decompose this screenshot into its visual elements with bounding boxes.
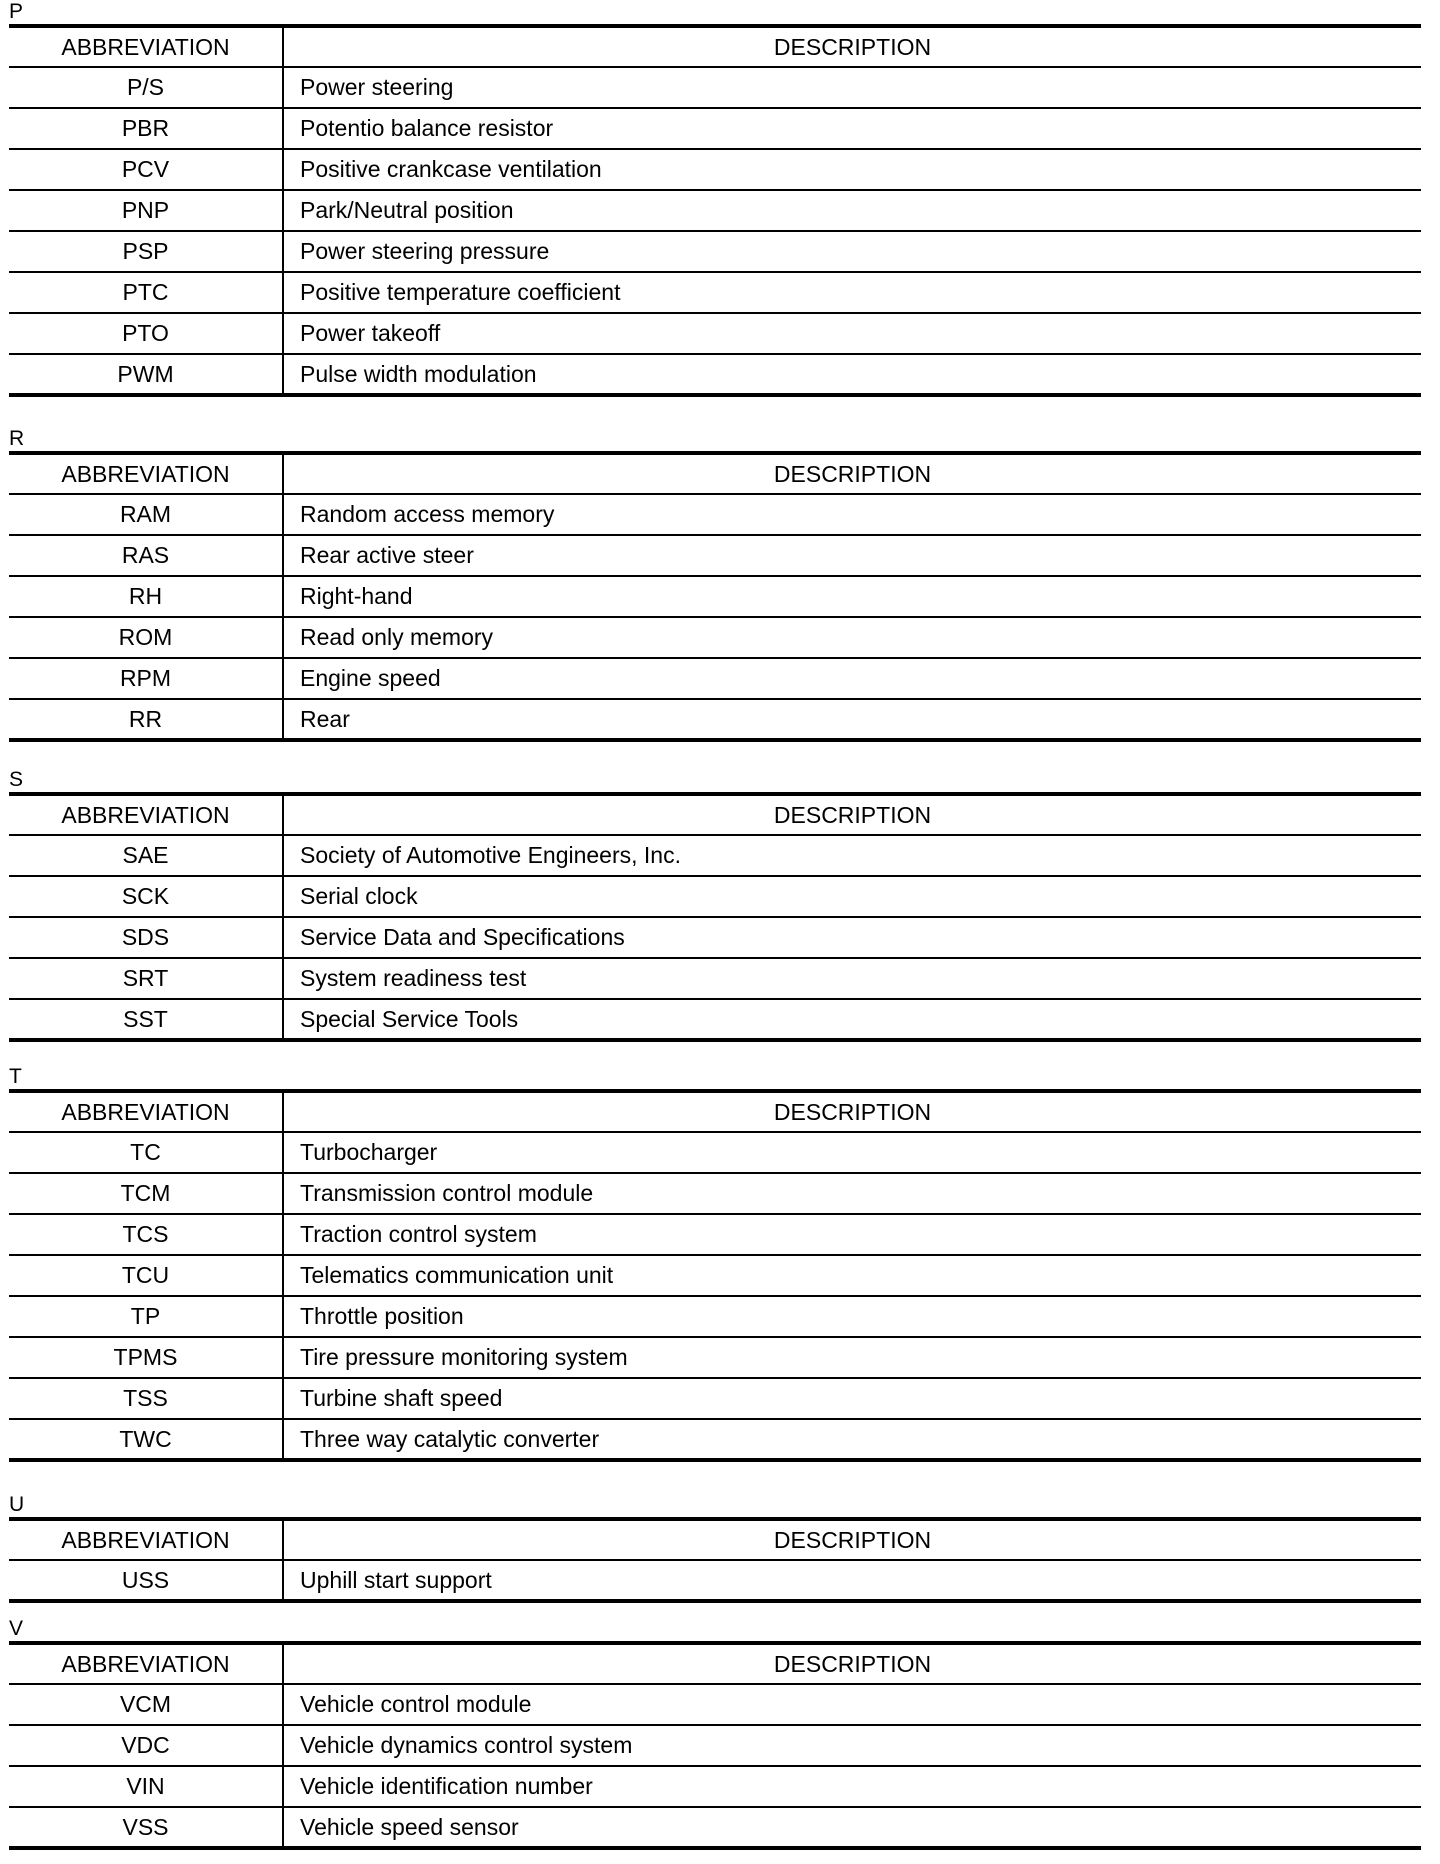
table-row: [9, 108, 1421, 149]
description-cell: Turbine shaft speed: [283, 1378, 1421, 1419]
abbreviation-cell: PWM: [9, 354, 283, 395]
abbreviation-cell: SRT: [9, 958, 283, 999]
section-letter: P: [9, 0, 24, 23]
description-cell: Uphill start support: [300, 1566, 492, 1593]
table-row: [9, 658, 1421, 699]
abbreviation-table: [9, 1641, 1421, 1850]
abbreviation-cell: VDC: [9, 1725, 283, 1766]
abbreviation-column-header: ABBREVIATION: [9, 26, 283, 67]
abbreviation-cell: VIN: [9, 1766, 283, 1807]
abbreviation-cell: SCK: [9, 876, 283, 917]
abbreviation-cell: P/S: [9, 67, 283, 108]
description-column-header: DESCRIPTION: [283, 1091, 1421, 1132]
table-row: [9, 1214, 1421, 1255]
description-cell: Vehicle speed sensor: [300, 1813, 519, 1840]
table-row: [9, 1337, 1421, 1378]
table-row: [9, 1766, 1421, 1807]
description-cell: Special Service Tools: [300, 1005, 519, 1032]
description-cell: Read only memory: [283, 617, 1421, 658]
description-cell: Vehicle control module: [283, 1684, 1421, 1725]
table-row: [9, 67, 1421, 108]
abbreviation-cell: RAS: [9, 535, 283, 576]
description-cell: Service Data and Specifications: [283, 917, 1421, 958]
abbreviation-cell: SAE: [9, 835, 283, 876]
table-row: [9, 917, 1421, 958]
description-cell: Tire pressure monitoring system: [283, 1337, 1421, 1378]
description-cell: Traction control system: [283, 1214, 1421, 1255]
table-row: [9, 999, 1421, 1040]
abbreviation-column-header: ABBREVIATION: [9, 1643, 283, 1684]
table-row: [9, 313, 1421, 354]
description-cell: Power takeoff: [283, 313, 1421, 354]
abbreviation-cell: TPMS: [9, 1337, 283, 1378]
table-row: [9, 617, 1421, 658]
description-column-header: DESCRIPTION: [283, 1519, 1421, 1560]
table-row: [9, 1725, 1421, 1766]
description-column-header: DESCRIPTION: [283, 26, 1421, 67]
description-cell: Rear active steer: [283, 535, 1421, 576]
table-row: [9, 272, 1421, 313]
description-cell: Three way catalytic converter: [300, 1425, 600, 1452]
table-row: [9, 1419, 1421, 1460]
description-cell: Right-hand: [283, 576, 1421, 617]
description-cell: Society of Automotive Engineers, Inc.: [283, 835, 1421, 876]
abbreviation-column-header: ABBREVIATION: [9, 453, 283, 494]
abbreviation-cell: RR: [9, 699, 283, 740]
description-column-header: DESCRIPTION: [283, 1643, 1421, 1684]
abbreviation-cell: TWC: [9, 1419, 283, 1460]
table-header-row: [9, 1519, 1421, 1560]
description-cell: Vehicle dynamics control system: [283, 1725, 1421, 1766]
table-header-row: [9, 453, 1421, 494]
table-row: [9, 1296, 1421, 1337]
description-cell: Positive crankcase ventilation: [283, 149, 1421, 190]
abbreviation-cell: PCV: [9, 149, 283, 190]
abbreviation-cell: TCU: [9, 1255, 283, 1296]
abbreviation-cell: TP: [9, 1296, 283, 1337]
table-row: [9, 1807, 1421, 1848]
abbreviation-table: [9, 1517, 1421, 1603]
description-column-header: DESCRIPTION: [283, 453, 1421, 494]
abbreviation-cell: ROM: [9, 617, 283, 658]
abbreviation-table: [9, 1089, 1421, 1462]
abbreviation-cell: SST: [9, 999, 283, 1040]
abbreviation-cell: VCM: [9, 1684, 283, 1725]
table-row: [9, 876, 1421, 917]
table-row: [9, 190, 1421, 231]
description-cell: Transmission control module: [283, 1173, 1421, 1214]
table-row: [9, 835, 1421, 876]
description-cell: Power steering pressure: [283, 231, 1421, 272]
abbreviation-cell: PNP: [9, 190, 283, 231]
abbreviation-table: [9, 24, 1421, 397]
abbreviation-cell: PBR: [9, 108, 283, 149]
abbreviation-cell: RAM: [9, 494, 283, 535]
description-cell: Positive temperature coefficient: [283, 272, 1421, 313]
table-row: [9, 535, 1421, 576]
description-cell: Random access memory: [283, 494, 1421, 535]
description-cell: Serial clock: [283, 876, 1421, 917]
description-cell: Throttle position: [283, 1296, 1421, 1337]
description-cell: Pulse width modulation: [300, 360, 537, 387]
description-cell: Turbocharger: [283, 1132, 1421, 1173]
abbreviation-cell: PTC: [9, 272, 283, 313]
table-row: [9, 1255, 1421, 1296]
description-cell: Potentio balance resistor: [283, 108, 1421, 149]
table-header-row: [9, 26, 1421, 67]
table-row: [9, 576, 1421, 617]
abbreviation-cell: TSS: [9, 1378, 283, 1419]
table-header-row: [9, 794, 1421, 835]
table-header-row: [9, 1643, 1421, 1684]
description-cell: Rear: [300, 705, 350, 732]
table-row: [9, 958, 1421, 999]
abbreviation-cell: VSS: [9, 1807, 283, 1848]
description-cell: Vehicle identification number: [283, 1766, 1421, 1807]
abbreviation-table: [9, 451, 1421, 742]
section-letter: V: [9, 1617, 24, 1640]
table-row: [9, 354, 1421, 395]
description-cell: System readiness test: [283, 958, 1421, 999]
description-cell: Engine speed: [283, 658, 1421, 699]
abbreviation-cell: TC: [9, 1132, 283, 1173]
abbreviation-cell: TCS: [9, 1214, 283, 1255]
abbreviation-column-header: ABBREVIATION: [9, 1091, 283, 1132]
abbreviation-column-header: ABBREVIATION: [9, 1519, 283, 1560]
abbreviation-table: [9, 792, 1421, 1042]
section-letter: S: [9, 768, 24, 791]
table-row: [9, 699, 1421, 740]
table-row: [9, 1378, 1421, 1419]
table-row: [9, 231, 1421, 272]
section-letter: U: [9, 1493, 25, 1516]
description-cell: Park/Neutral position: [283, 190, 1421, 231]
abbreviation-column-header: ABBREVIATION: [9, 794, 283, 835]
description-cell: Telematics communication unit: [283, 1255, 1421, 1296]
section-letter: T: [9, 1065, 22, 1088]
abbreviation-cell: SDS: [9, 917, 283, 958]
abbreviation-cell: PTO: [9, 313, 283, 354]
table-row: [9, 1684, 1421, 1725]
abbreviation-cell: USS: [9, 1560, 283, 1601]
abbreviation-cell: PSP: [9, 231, 283, 272]
description-cell: Power steering: [283, 67, 1421, 108]
description-column-header: DESCRIPTION: [283, 794, 1421, 835]
abbreviation-cell: RPM: [9, 658, 283, 699]
abbreviation-cell: TCM: [9, 1173, 283, 1214]
table-row: [9, 149, 1421, 190]
table-row: [9, 1132, 1421, 1173]
abbreviation-cell: RH: [9, 576, 283, 617]
table-header-row: [9, 1091, 1421, 1132]
table-row: [9, 494, 1421, 535]
table-row: [9, 1560, 1421, 1601]
table-row: [9, 1173, 1421, 1214]
section-letter: R: [9, 427, 25, 450]
